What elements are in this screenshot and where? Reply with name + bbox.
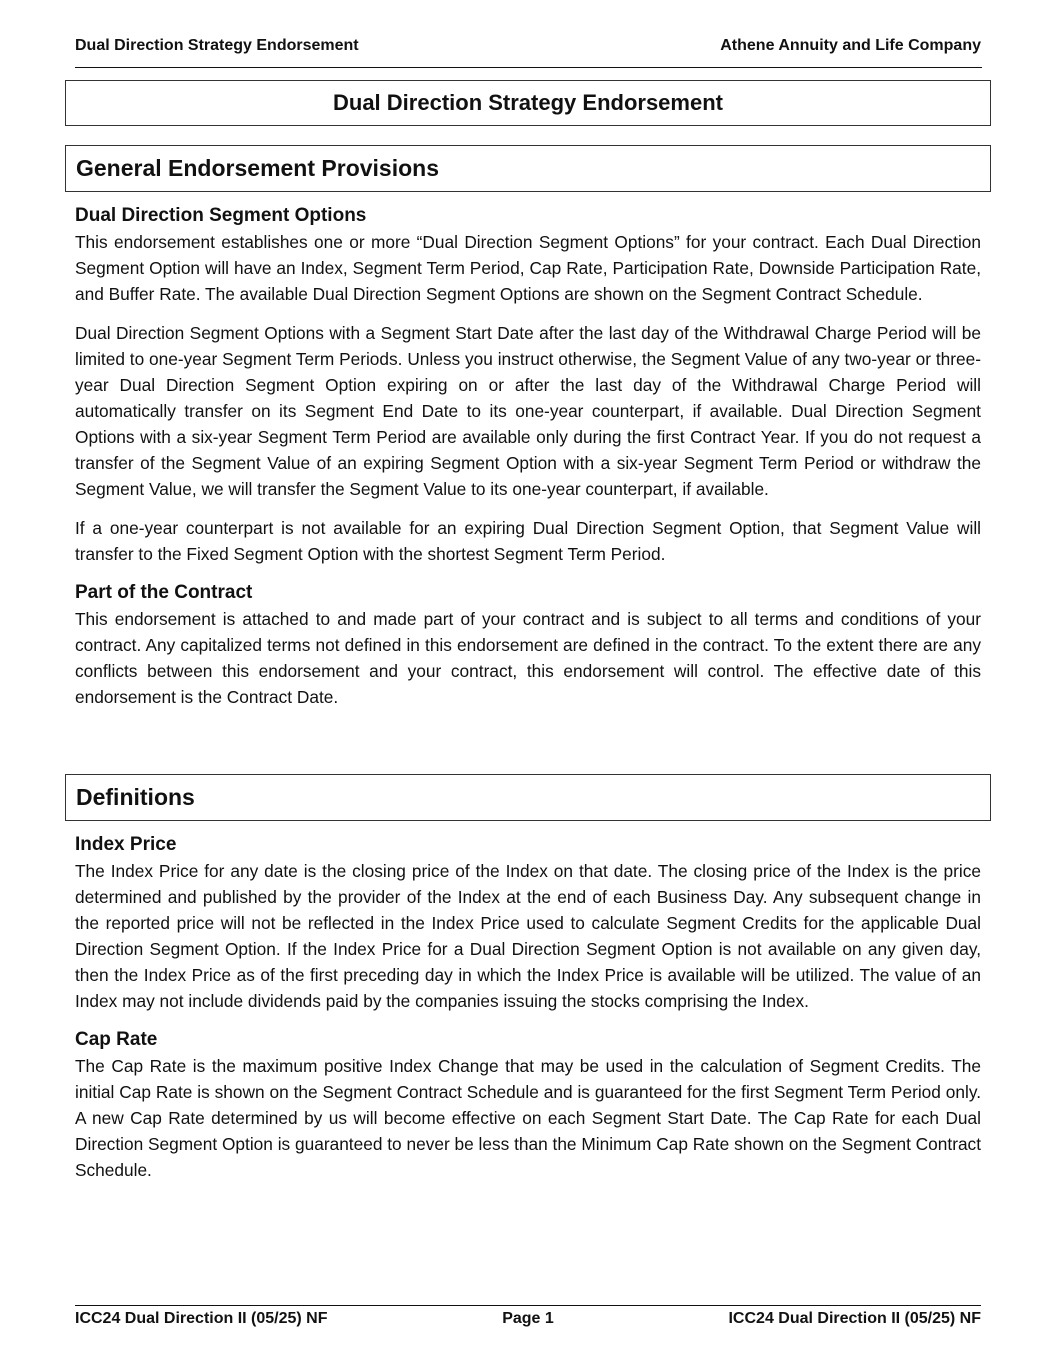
- subheading-cap-rate: Cap Rate: [75, 1029, 158, 1050]
- paragraph: The Cap Rate is the maximum positive Index Change that may be used in the calculation of Segment Credits. The initial Cap Rate is shown on the Segment Contract Schedule and is guaranteed for the first Segment Term Period only. A new Cap Rate determined by us will become effective on each Segment Start Date. The Cap Rate for each Dual Direction Segment Option is guaranteed to never be less than the Minimum Cap Rate shown on the Segment Contract Schedule.: [75, 1056, 981, 1180]
- running-header: [75, 36, 981, 56]
- paragraph: Dual Direction Segment Options with a Segment Start Date after the last day of the Withdrawal Charge Period will be limited to one-year Segment Term Periods. Unless you instruct otherwise, the Segment Value of any two-year or three-year Dual Direction Segment Option expiring on or after the last day of the Withdrawal Charge Period will automatically transfer on its Segment End Date to its one-year counterpart, if available. Dual Direction Segment Options with a six-year Segment Term Period are available only during the first Contract Year. If you do not request a transfer of the Segment Value of an expiring Segment Option with a six-year Segment Term Period or withdraw the Segment Value, we will transfer the Segment Value to its one-year counterpart, if available.: [75, 323, 981, 499]
- paragraph: The Index Price for any date is the closing price of the Index on that date. The closing price of the Index is the price determined and published by the provider of the Index at the end of each Business Day. Any subsequent change in the reported price will not be reflected in the Index Price used to calculate Segment Credits for the applicable Dual Direction Segment Option. If the Index Price for a Dual Direction Segment Option is not available on any given day, then the Index Price as of the first preceding day in which the Index Price is available will be utilized. The value of an Index may not include dividends paid by the companies issuing the stocks comprising the Index.: [75, 861, 981, 1011]
- subheading-index-price: Index Price: [75, 834, 177, 855]
- footer-form-number-left: ICC24 Dual Direction II (05/25) NF: [75, 1310, 328, 1327]
- footer-divider: [75, 1305, 981, 1306]
- subheading-part-of-contract: Part of the Contract: [75, 582, 253, 603]
- footer-page-number: Page 1: [502, 1310, 554, 1327]
- section-heading-general: General Endorsement Provisions: [65, 145, 991, 192]
- footer-form-number-right: ICC24 Dual Direction II (05/25) NF: [728, 1310, 981, 1327]
- paragraph: This endorsement is attached to and made part of your contract and is subject to all terms and conditions of your contract. Any capitalized terms not defined in this endorsement are defined in the contract. To the extent there are any conflicts between this endorsement and your contract, this endorsement will control. The effective date of this endorsement is the Contract Date.: [75, 609, 981, 707]
- paragraph: If a one-year counterpart is not available for an expiring Dual Direction Segment Option, that Segment Value will transfer to the Fixed Segment Option with the shortest Segment Term Period.: [75, 518, 981, 564]
- section-general-content: [75, 203, 981, 710]
- header-divider: [75, 67, 982, 68]
- subheading-segment-options: Dual Direction Segment Options: [75, 205, 367, 226]
- header-company-name: Athene Annuity and Life Company: [720, 37, 981, 54]
- header-left-title: Dual Direction Strategy Endorsement: [75, 37, 359, 54]
- section-definitions-content: [75, 832, 981, 1183]
- running-footer: [75, 1309, 981, 1329]
- section-heading-definitions: Definitions: [65, 774, 991, 821]
- document-title: Dual Direction Strategy Endorsement: [65, 80, 991, 126]
- paragraph: This endorsement establishes one or more “Dual Direction Segment Options” for your contract. Each Dual Direction Segment Option will have an Index, Segment Term Period, Cap Rate, Participation Rate, Downside Participation Rate, and Buffer Rate. The available Dual Direction Segment Options are shown on the Segment Contract Schedule.: [75, 232, 981, 304]
